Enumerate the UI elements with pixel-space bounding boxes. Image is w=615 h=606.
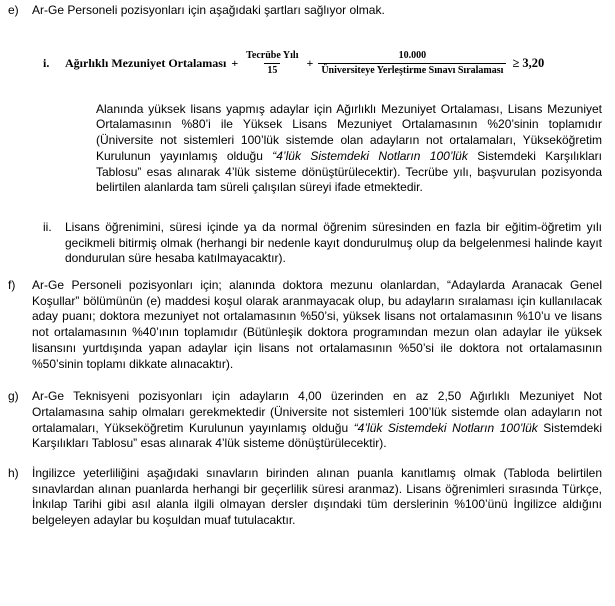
text-segment: Alanında yüksek lisans yapmış adaylar için Ağırlıklı Mezuniyet Ortalaması, Lisans Mezuniyet Ortalamasının %80’i ile Yüksek Lisans Mezuniyet Ortalamasının %20’sinin toplamıdır (Üniversite not sistemleri 100’lük sistemde olan adayların not ortalamaları, Yükseköğretim Kurulunun yayınlamış olduğu (96, 101, 602, 163)
item-e (8, 3, 602, 19)
text-segment: Sistemdeki Karşılıkları Tablosu” esas alınarak 4’lük sisteme dönüştürülecektir). (32, 420, 602, 451)
item-i-formula (43, 50, 602, 77)
fraction-ranking-denominator: Üniversiteye Yerleştirme Sınavı Sıralaması (318, 63, 506, 77)
item-f-text: Ar-Ge Personeli pozisyonları için; alanında doktora mezunu olanlardan, “Adaylarda Aranacak Genel Koşullar” bölümünün (e) maddesi koşul olarak aranmayacak olup, bu adayların sıralaması için kullanılacak aday puanı; doktora mezuniyet not ortalamasının %50’si, yüksek lisans not ortalamasının %10’u ve lisans not ortalamasının %40’ının toplamıdır (Bütünleşik doktora programından mezun olan adaylar ile yüksek lisansını yurtdışında yapan adaylar için lisans not ortalamasının %50’si ile doktora not ortalamasının %50’sinin toplamı dikkate alınacaktır). (32, 278, 602, 371)
item-ii-text: Lisans öğrenimini, süresi içinde ya da normal öğrenim süresinden en fazla bir eğitim-öğretim yılı gecikmeli bitirmiş olmak (herhangi bir nedenle kayıt dondurulmuş olup da belgelenmesi halinde kayıt dondurulan süre hesaba katılmayacaktır). (65, 219, 602, 266)
italic-text-segment: “4’lük Sistemdeki Notların 100’lük (272, 148, 468, 163)
item-h-text: İngilizce yeterliliğini aşağıdaki sınavların birinden alınan puanla kanıtlamış olmak (Tabloda belirtilen sınavlardan alınan puanlarda herhangi bir geçerlilik süresi aranmaz). Lisans öğrenimleri sırasında Türkçe, İnkılap Tarihi gibi asıl alanla ilgili olmayan dersler dışındaki tüm derslerinin %100’ünü İngilizce aldığını belgeleyen adaylar bu koşuldan muaf tutulacaktır. (32, 466, 602, 528)
formula-relation: ≥ 3,20 (512, 55, 545, 70)
fraction-experience-denominator: 15 (264, 63, 280, 77)
item-f-marker: f) (8, 278, 16, 293)
item-e-marker: e) (8, 3, 19, 17)
item-h-marker: h) (8, 466, 19, 481)
item-ii (43, 220, 602, 267)
item-g (8, 389, 602, 452)
item-h (8, 466, 602, 529)
item-g-marker: g) (8, 389, 19, 404)
formula-fraction-experience (243, 50, 301, 77)
item-i-explanation (96, 102, 602, 196)
item-g-text (32, 389, 602, 452)
formula-plus-1: + (231, 55, 239, 70)
fraction-ranking-numerator: 10.000 (398, 49, 427, 61)
item-f (8, 278, 602, 372)
formula-fraction-ranking (318, 50, 506, 77)
item-i-marker: i. (43, 55, 50, 70)
formula-lhs: Ağırlıklı Mezuniyet Ortalaması (65, 55, 227, 70)
text-segment: Ar-Ge Teknisyeni pozisyonları için adayların 4,00 üzerinden en az 2,50 Ağırlıklı Mezuniyet Not Ortalamasına sahip olmaları gerekmektedir (Üniversite not sistemleri 100’lük sistemde olan adayların not ortalamaları, Yükseköğretim Kurulunun yayınlamış olduğu (32, 389, 602, 435)
item-ii-marker: ii. (43, 219, 52, 234)
text-segment: Sistemdeki Karşılıkları Tablosu” esas alınarak 4’lük sisteme dönüştürülecektir). Tecrübe yılı, başvurulan pozisyonda belirtilen alanlarda tam süreli çalışılan süreyi ifade etmektedir. (96, 148, 602, 195)
italic-text-segment: “4’lük Sistemdeki Notların 100’lük (353, 420, 538, 435)
formula-plus-2: + (306, 55, 314, 70)
fraction-experience-numerator: Tecrübe Yılı (246, 49, 299, 61)
item-e-text: Ar-Ge Personeli pozisyonları için aşağıdaki şartları sağlıyor olmak. (32, 3, 385, 17)
